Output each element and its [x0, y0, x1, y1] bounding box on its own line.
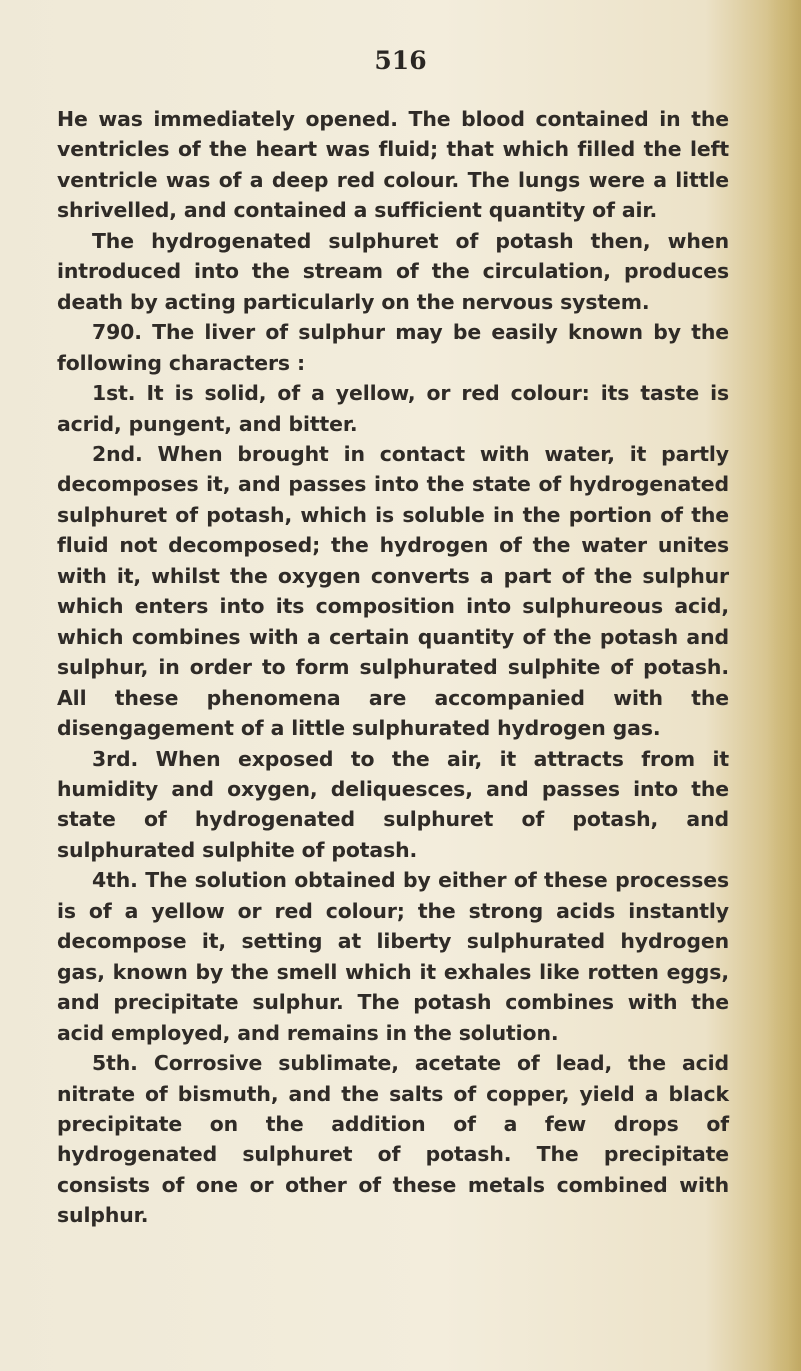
page-number: 516 — [374, 46, 427, 75]
paragraph: 5th. Corrosive sublimate, acetate of lead, the acid nitrate of bismuth, and the salts of copper, yield a black precipitate on the addition of a few drops of hydrogenated sulphuret of potash. The precipitate consists of one or other of these metals combined with sulphur. — [57, 1051, 729, 1228]
body-text — [57, 104, 729, 1231]
paragraph: 790. The liver of sulphur may be easily known by the following characters : — [57, 320, 729, 375]
paragraph: He was immediately opened. The blood contained in the ventricles of the heart was fluid; that which filled the left ventricle was of a deep red colour. The lungs were a little shrivelled, and contained a sufficient quantity of air. — [57, 107, 729, 223]
page-edge-shading — [767, 0, 801, 1371]
paragraph: The hydrogenated sulphuret of potash then, when introduced into the stream of the circulation, produces death by acting particularly on the nervous system. — [57, 228, 729, 314]
paragraph: 3rd. When exposed to the air, it attracts from it humidity and oxygen, deliquesces, and passes into the state of hydrogenated sulphuret of potash, and sulphurated sulphite of potash. — [57, 746, 729, 862]
paragraph: 2nd. When brought in contact with water, it partly decomposes it, and passes into the state of hydrogenated sulphuret of potash, which is soluble in the portion of the fluid not decomposed; the hydrogen of the water unites with it, whilst the oxygen converts a part of the sulphur which enters into its composition into sulphureous acid, which combines with a certain quantity of the potash and sulphur, in order to form sulphurated sulphite of potash. All these phenomena are accompanied with the disengagement of a little sulphurated hydrogen gas. — [57, 441, 729, 741]
paragraph: 1st. It is solid, of a yellow, or red colour: its taste is acrid, pungent, and bitter. — [57, 381, 729, 436]
paragraph: 4th. The solution obtained by either of these processes is of a yellow or red colour; the strong acids instantly decompose it, setting at liberty sulphurated hydrogen gas, known by the smell which it exhales like rotten eggs, and precipitate sulphur. The potash combines with the acid employed, and remains in the solution. — [57, 868, 729, 1045]
